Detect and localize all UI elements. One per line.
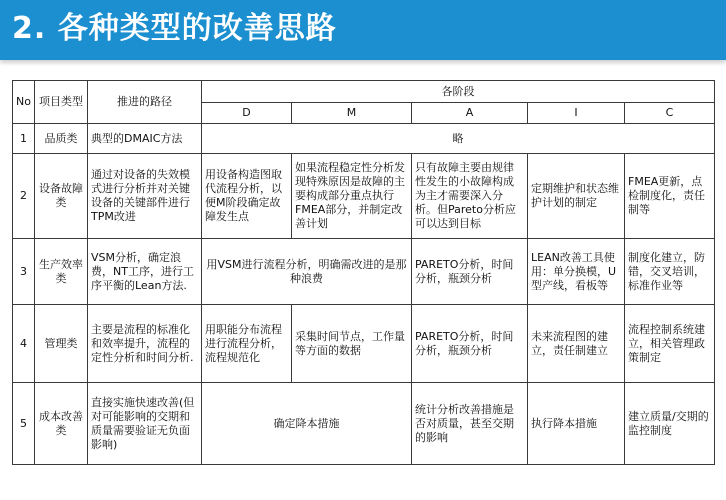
table-row [13,305,715,383]
table-row [13,239,715,305]
row-d: 用职能分布流程进行流程分析，流程规范化 [202,305,292,383]
row-a: PARETO分析，时间分析，瓶颈分析 [412,305,528,383]
header-no: No [13,81,35,124]
row-no: 2 [13,154,35,239]
table-row [13,124,715,154]
header-type: 项目类型 [35,81,88,124]
row-c: 建立质量/交期的监控制度 [625,383,715,465]
row-c: 制度化建立，防错，交叉培训，标准作业等 [625,239,715,305]
row-no: 4 [13,305,35,383]
row-c: FMEA更新，点检制度化，责任制等 [625,154,715,239]
stage-d: D [202,103,292,124]
stage-a: A [412,103,528,124]
stage-c: C [625,103,715,124]
row-m: 如果流程稳定性分析发现特殊原因是故障的主要构成部分重点执行FMEA部分，并制定改善计划 [292,154,412,239]
row-type: 设备故障类 [35,154,88,239]
row-i: 执行降本措施 [528,383,625,465]
row-i: 定期维护和状态维护计划的制定 [528,154,625,239]
row-a: PARETO分析，时间分析，瓶颈分析 [412,239,528,305]
header-row [13,81,715,103]
page-title: 2. 各种类型的改善思路 [12,11,337,46]
stage-m: M [292,103,412,124]
row-dm-merged: 用VSM进行流程分析，明确需改进的是那种浪费 [202,239,412,305]
row-dm-merged: 确定降本措施 [202,383,412,465]
row-m: 采集时间节点，工作量等方面的数据 [292,305,412,383]
header-stages: 各阶段 [202,81,715,103]
row-type: 成本改善类 [35,383,88,465]
row-i: 未来流程图的建立，责任制建立 [528,305,625,383]
row-path: 主要是流程的标准化和效率提升，流程的定性分析和时间分析. [88,305,202,383]
row-merged-cell: 略 [202,124,715,154]
row-a: 统计分析改善措施是否对质量，甚至交期的影响 [412,383,528,465]
stage-i: I [528,103,625,124]
row-path: VSM分析，确定浪费，NT工序，进行工序平衡的Lean方法. [88,239,202,305]
row-i: LEAN改善工具使用：单分换模，U型产线，看板等 [528,239,625,305]
improvement-table [12,80,715,465]
row-d: 用设备构造图取代流程分析，以便M阶段确定故障发生点 [202,154,292,239]
header-path: 推进的路径 [88,81,202,124]
title-banner [0,0,726,60]
row-path: 通过对设备的失效模式进行分析并对关键设备的关键部件进行TPM改进 [88,154,202,239]
row-no: 3 [13,239,35,305]
row-no: 5 [13,383,35,465]
row-type: 生产效率类 [35,239,88,305]
row-c: 流程控制系统建立，相关管理政策制定 [625,305,715,383]
row-type: 管理类 [35,305,88,383]
row-no: 1 [13,124,35,154]
row-path: 典型的DMAIC方法 [88,124,202,154]
row-path: 直接实施快速改善(但对可能影响的交期和质量需要验证无负面影响) [88,383,202,465]
table-row [13,383,715,465]
table-row [13,154,715,239]
row-a: 只有故障主要由规律性发生的小故障构成为主才需要深入分析。但Pareto分析应可以达到目标 [412,154,528,239]
row-type: 品质类 [35,124,88,154]
